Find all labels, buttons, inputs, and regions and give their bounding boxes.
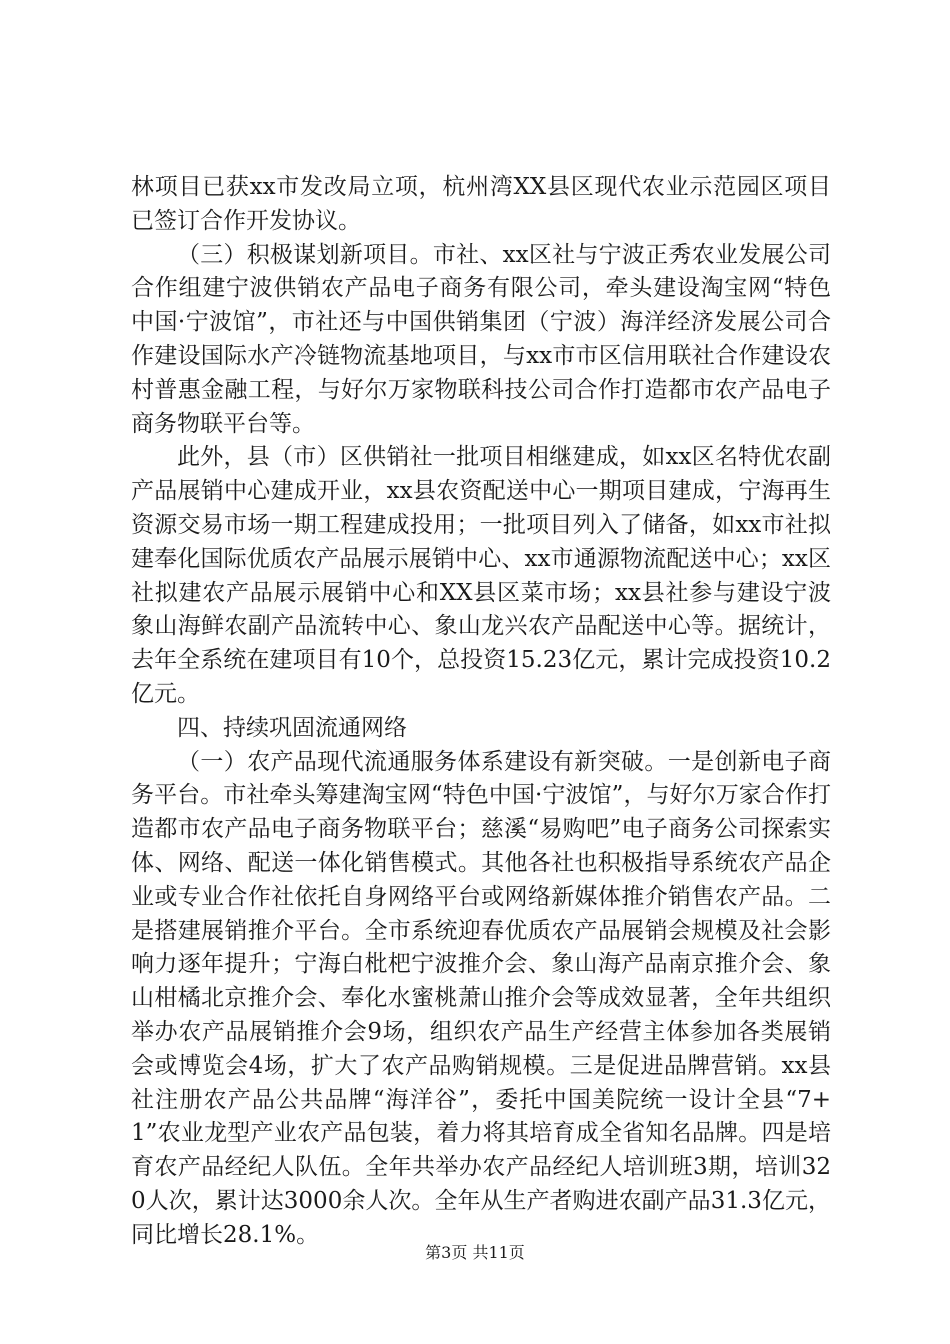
section-heading: 四、持续巩固流通网络 [177,714,407,741]
paragraph-3: 此外，县（市）区供销社一批项目相继建成，如xx区名特优农副产品展销中心建成开业，xx县农资配送中心一期项目建成，宁海再生资源交易市场一期工程建成投用；一批项目列入了储备，如xx市社拟建奉化国际优质农产品展示展销中心、xx市通源物流配送中心；xx区社拟建农产品展示展销中心和XX县区菜市场；xx县社参与建设宁波象山海鲜农副产品流转中心、象山龙兴农产品配送中心等。据统计，去年全系统在建项目有10个，总投资15.23亿元，累计完成投资10.2亿元。 [131,444,831,707]
document-body [131,171,831,1253]
paragraph-5: （一）农产品现代流通服务体系建设有新突破。一是创新电子商务平台。市社牵头筹建淘宝网“特色中国·宁波馆”，与好尔万家合作打造都市农产品电子商务物联平台；慈溪“易购吧”电子商务公司探索实体、网络、配送一体化销售模式。其他各社也积极指导系统农产品企业或专业合作社依托自身网络平台或网络新媒体推介销售农产品。二是搭建展销推介平台。全市系统迎春优质农产品展销会规模及社会影响力逐年提升；宁海白枇杷宁波推介会、象山海产品南京推介会、象山柑橘北京推介会、奉化水蜜桃萧山推介会等成效显著，全年共组织举办农产品展销推介会9场，组织农产品生产经营主体参加各类展销会或博览会4场，扩大了农产品购销规模。三是促进品牌营销。xx县社注册农产品公共品牌“海洋谷”，委托中国美院统一设计全县“7+1”农业龙型产业农产品包装，着力将其培育成全省知名品牌。四是培育农产品经纪人队伍。全年共举办农产品经纪人培训班3期，培训320人次，累计达3000余人次。全年从生产者购进农副产品31.3亿元，同比增长28.1%。 [131,748,831,1248]
page-number-footer: 第3页 共11页 [425,1243,525,1262]
paragraph-2: （三）积极谋划新项目。市社、xx区社与宁波正秀农业发展公司合作组建宁波供销农产品电子商务有限公司，牵头建设淘宝网“特色中国·宁波馆”，市社还与中国供销集团（宁波）海洋经济发展公司合作建设国际水产冷链物流基地项目，与xx市市区信用联社合作建设农村普惠金融工程，与好尔万家物联科技公司合作打造都市农产品电子商务物联平台等。 [131,241,831,437]
paragraph-1: 林项目已获xx市发改局立项，杭州湾XX县区现代农业示范园区项目已签订合作开发协议。 [131,174,831,234]
